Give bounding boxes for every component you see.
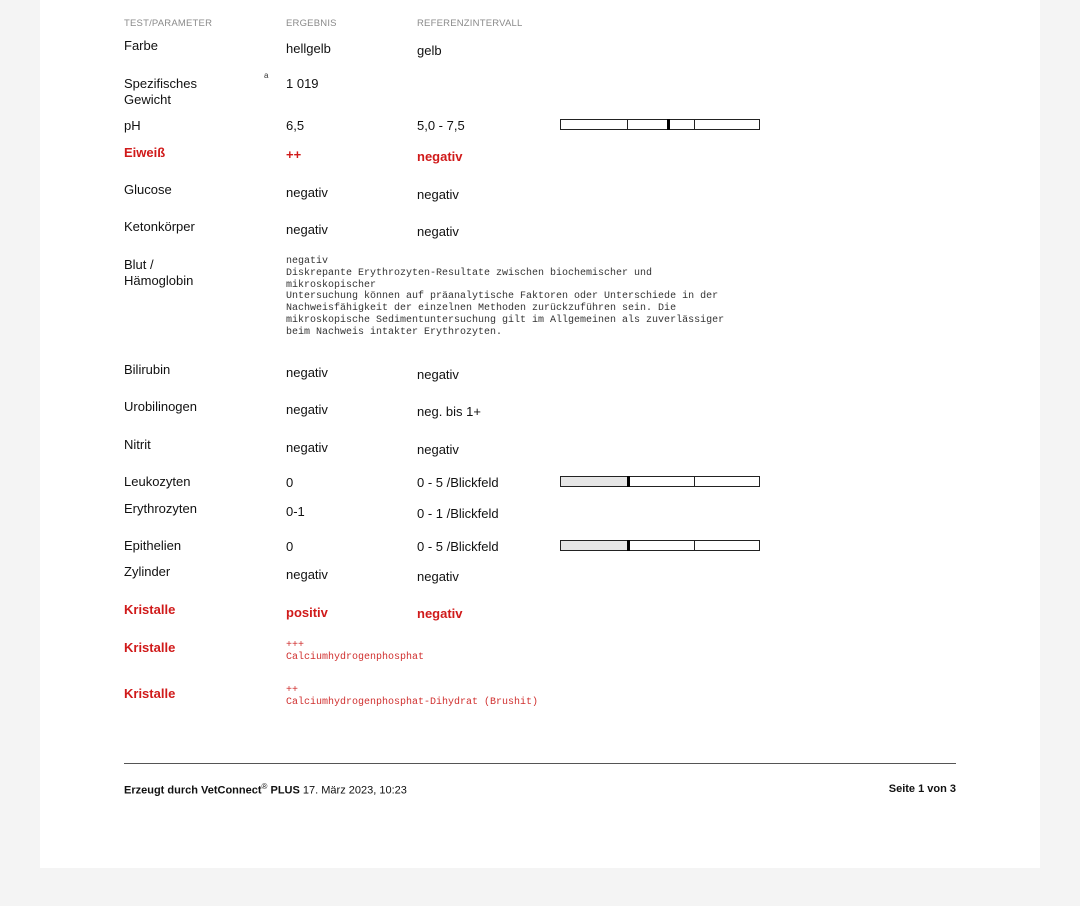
row-result-keton: negativ (286, 222, 328, 237)
ph-range-gauge (560, 119, 760, 130)
column-header-result: ERGEBNIS (286, 18, 337, 29)
footer-generated-by: Erzeugt durch VetConnect (124, 784, 262, 797)
gauge-divider (694, 120, 695, 129)
row-name-epithelien: Epithelien (124, 538, 182, 553)
gauge-divider (694, 477, 695, 486)
row-comment-kristalle-3: ++ Calciumhydrogenphosphat-Dihydrat (Brushit) (286, 685, 539, 708)
row-name-glucose: Glucose (124, 182, 172, 197)
row-result-nitrit: negativ (286, 440, 328, 455)
gauge-divider (627, 120, 628, 129)
row-reference-erythrozyten: 0 - 1 /Blickfeld (417, 506, 499, 521)
row-reference-farbe: gelb (417, 43, 442, 58)
row-reference-keton: negativ (417, 224, 459, 239)
column-header-reference: REFERENZINTERVALL (417, 18, 523, 29)
row-reference-leukozyten: 0 - 5 /Blickfeld (417, 475, 499, 490)
row-result-kristalle: positiv (286, 605, 328, 620)
gauge-fill (561, 541, 628, 550)
row-result-leukozyten: 0 (286, 475, 294, 490)
footer-generated (124, 782, 407, 797)
report-page (40, 0, 1040, 868)
footer-page-number (889, 783, 956, 795)
row-result-gewicht: 1 019 (286, 76, 319, 91)
row-name-erythrozyten: Erythrozyten (124, 501, 197, 516)
gauge-divider (694, 541, 695, 550)
gauge-fill (561, 477, 628, 486)
row-name-kristalle-3: Kristalle (124, 686, 176, 701)
row-name-blut-line2: Hämoglobin (124, 273, 194, 288)
row-name-ph: pH (124, 118, 141, 133)
row-result-glucose: negativ (286, 185, 328, 200)
row-name-urobilinogen: Urobilinogen (124, 399, 197, 414)
row-reference-kristalle: negativ (417, 606, 463, 621)
row-reference-ph: 5,0 - 7,5 (417, 118, 465, 133)
gauge-marker (627, 476, 630, 487)
row-comment-kristalle-2: +++ Calciumhydrogenphosphat (286, 640, 425, 663)
row-reference-urobilinogen: neg. bis 1+ (417, 404, 481, 419)
row-name-kristalle-2: Kristalle (124, 640, 176, 655)
row-result-eiweiss: ++ (286, 147, 302, 162)
column-header-test: TEST/PARAMETER (124, 18, 213, 29)
row-name-gewicht-line1: Spezifisches (124, 76, 197, 91)
row-reference-nitrit: negativ (417, 442, 459, 457)
epithelien-range-gauge (560, 540, 760, 551)
row-result-erythrozyten: 0-1 (286, 504, 305, 519)
row-name-farbe: Farbe (124, 38, 158, 53)
gauge-marker (667, 119, 670, 130)
row-name-nitrit: Nitrit (124, 437, 151, 452)
footer-date: 17. März 2023, 10:23 (302, 784, 407, 797)
row-reference-bilirubin: negativ (417, 367, 459, 382)
row-reference-eiweiss: negativ (417, 149, 463, 164)
footer-plus: PLUS (270, 784, 300, 797)
row-reference-glucose: negativ (417, 187, 459, 202)
footer-page: Seite 1 von 3 (888, 783, 956, 795)
row-reference-zylinder: negativ (417, 569, 459, 584)
row-name-bilirubin: Bilirubin (124, 362, 171, 377)
row-name-blut-line1: Blut / (124, 257, 154, 272)
leukozyten-range-gauge (560, 476, 760, 487)
row-result-bilirubin: negativ (286, 365, 328, 380)
row-result-ph: 6,5 (286, 118, 305, 133)
row-name-eiweiss: Eiweiß (124, 145, 166, 160)
gauge-marker (627, 540, 630, 551)
row-result-zylinder: negativ (286, 567, 328, 582)
row-name-zylinder: Zylinder (124, 564, 171, 579)
row-name-leukozyten: Leukozyten (124, 474, 191, 489)
row-result-urobilinogen: negativ (286, 402, 328, 417)
row-reference-epithelien: 0 - 5 /Blickfeld (417, 539, 499, 554)
row-flag-gewicht: a (264, 71, 269, 80)
footer-registered-mark: ® (261, 782, 268, 791)
row-comment-blut: negativ Diskrepante Erythrozyten-Resultate zwischen biochemischer und mikroskopischer Untersuchung können auf präanalytische Faktoren oder Unterschiede in der Nachweisfähigkeit der einzelnen Methoden zurückzuführen sein. Die mikroskopische Sedimentuntersuchung gilt im Allgemeinen als zuverlässiger beim Nachweis intakter Erythrozyten. (286, 256, 725, 338)
row-name-kristalle: Kristalle (124, 602, 176, 617)
row-name-gewicht-line2: Gewicht (124, 92, 171, 107)
row-result-epithelien: 0 (286, 539, 294, 554)
row-name-keton: Ketonkörper (124, 219, 195, 234)
footer-divider (124, 763, 956, 764)
row-result-farbe: hellgelb (286, 41, 331, 56)
